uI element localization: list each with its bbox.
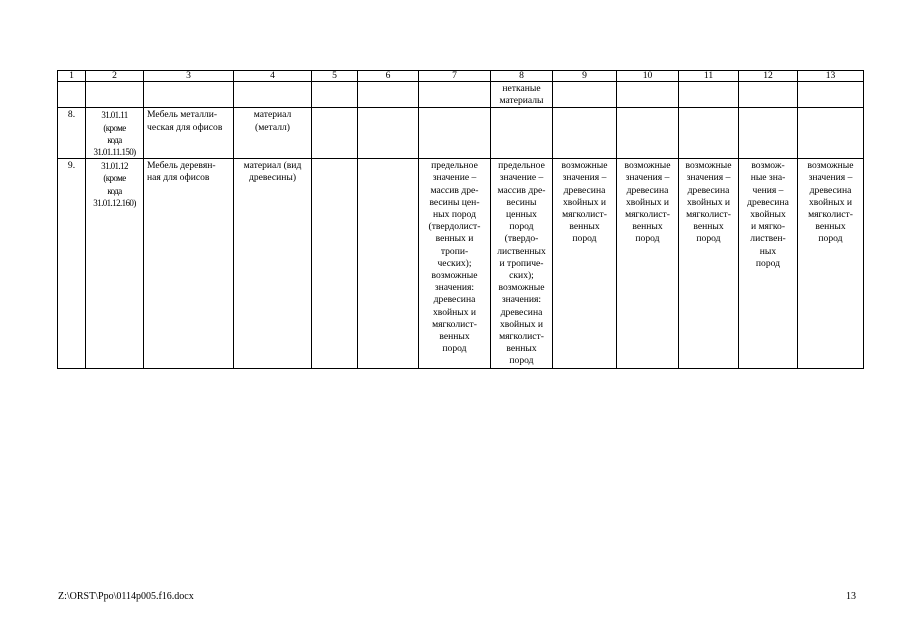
row-number-cell: 9. [58, 159, 86, 368]
table-cell [617, 108, 679, 159]
table-cell [144, 82, 234, 108]
table-cell [553, 82, 617, 108]
header-cell: 9 [553, 71, 617, 82]
table-cell: материал (вид древесины) [234, 159, 312, 368]
table-cell: возможные значения – древесина хвойных и мягколист- венных пород [679, 159, 739, 368]
footer-page-number: 13 [846, 591, 856, 602]
table-cell [86, 82, 144, 108]
code-cell: 31.01.11 (кроме кода 31.01.11.150) [86, 108, 144, 159]
footer-file-path: Z:\ORST\Ppo\0114p005.f16.docx [58, 591, 194, 602]
table-cell [798, 82, 864, 108]
table-cell [358, 108, 419, 159]
table-cell: возможные значения – древесина хвойных и мягколист- венных пород [617, 159, 679, 368]
header-cell: 12 [739, 71, 798, 82]
table-cell [58, 82, 86, 108]
header-cell: 6 [358, 71, 419, 82]
table-cell [739, 108, 798, 159]
table-cell [679, 108, 739, 159]
table-cell [358, 82, 419, 108]
table-cell [798, 108, 864, 159]
table-cell [617, 82, 679, 108]
table-cell [491, 108, 553, 159]
header-cell: 5 [312, 71, 358, 82]
table-cell: нетканые материалы [491, 82, 553, 108]
table-cell [679, 82, 739, 108]
table-cell [419, 82, 491, 108]
table-cell [234, 82, 312, 108]
table-cell: материал (металл) [234, 108, 312, 159]
header-cell: 8 [491, 71, 553, 82]
table-cell: возможные значения – древесина хвойных и мягколист- венных пород [553, 159, 617, 368]
table-cell: предельное значение – массив дре- весины цен- ных пород (твердолист- венных и тропи- ческих); возможные значения: древесина хвойных и мягколист- венных пород [419, 159, 491, 368]
header-cell: 2 [86, 71, 144, 82]
name-cell: Мебель деревян- ная для офисов [144, 159, 234, 368]
table-header-row [58, 71, 864, 82]
table-row-9 [58, 159, 864, 368]
header-cell: 3 [144, 71, 234, 82]
header-cell: 7 [419, 71, 491, 82]
table-cell: возмож- ные зна- чения – древесина хвойных и мягко- листвен- ных пород [739, 159, 798, 368]
table-row-continued [58, 82, 864, 108]
table-cell [553, 108, 617, 159]
table-cell [312, 108, 358, 159]
code-cell: 31.01.12 (кроме кода 31.01.12.160) [86, 159, 144, 368]
table-row-8 [58, 108, 864, 159]
data-table [57, 70, 864, 369]
name-cell: Мебель металли- ческая для офисов [144, 108, 234, 159]
table-cell [312, 159, 358, 368]
header-cell: 11 [679, 71, 739, 82]
table-cell: возможные значения – древесина хвойных и мягколист- венных пород [798, 159, 864, 368]
header-cell: 1 [58, 71, 86, 82]
table-cell [419, 108, 491, 159]
row-number-cell: 8. [58, 108, 86, 159]
table-cell [312, 82, 358, 108]
header-cell: 10 [617, 71, 679, 82]
table-cell [739, 82, 798, 108]
header-cell: 4 [234, 71, 312, 82]
table-cell [358, 159, 419, 368]
table-cell: предельное значение – массив дре- весины ценных пород (твердо- лиственных и тропиче- ских); возможные значения: древесина хвойных и мягколист- венных пород [491, 159, 553, 368]
header-cell: 13 [798, 71, 864, 82]
